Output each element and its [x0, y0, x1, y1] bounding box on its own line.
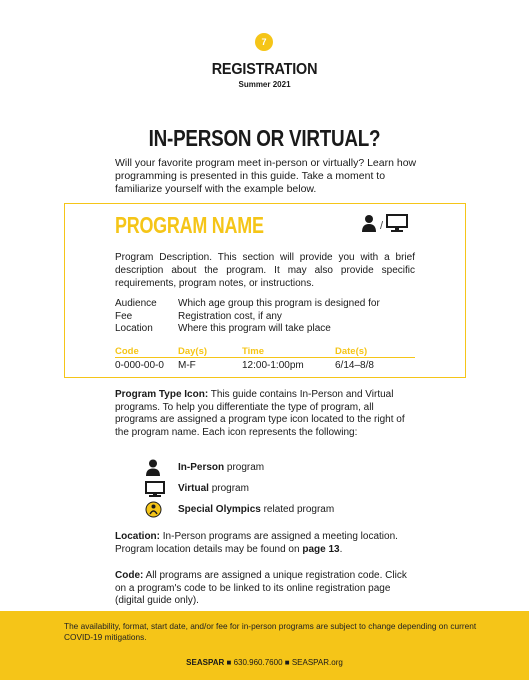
location-paragraph [115, 531, 415, 556]
code-text: All programs are assigned a unique registration code. Click on a program's code to be linked to its online registration page (digital guide only). [115, 570, 407, 606]
legend-item-special-olympics [145, 499, 334, 520]
program-details [115, 298, 380, 336]
page-reference-link[interactable]: page 13 [302, 543, 340, 555]
detail-row [115, 298, 380, 311]
example-program-box [64, 203, 466, 378]
cell-code: 0-000-00-0 [115, 360, 164, 371]
detail-label: Audience [115, 298, 157, 309]
program-type-icons [361, 214, 408, 237]
detail-value: Where this program will take place [178, 323, 331, 334]
page-number-badge: 7 [255, 33, 273, 51]
footer-band [0, 611, 529, 680]
phone-number[interactable]: 630.960.7600 [233, 658, 283, 667]
header-days: Day(s) [178, 346, 208, 357]
code-label: Code: [115, 570, 144, 581]
website-link[interactable]: SEASPAR.org [291, 658, 343, 667]
detail-value: Which age group this program is designed for [178, 298, 380, 309]
person-icon [361, 214, 377, 237]
type-icon-label: Program Type Icon: [115, 389, 209, 400]
intro-paragraph: Will your favorite program meet in-person or virtually? Learn how programming is presented in this guide. Take a moment to familiarize yourself with the example below. [115, 157, 417, 195]
location-text: In-Person programs are assigned a meeting location. Program location details may be found on [115, 531, 398, 555]
header-time: Time [242, 346, 265, 357]
detail-label: Location [115, 323, 153, 334]
detail-label: Fee [115, 310, 133, 322]
legend-rest: related program [260, 504, 335, 515]
icon-separator: / [380, 219, 384, 232]
legend-bold: In-Person [178, 462, 225, 473]
separator-icon: ■ [226, 658, 232, 667]
person-icon [145, 459, 178, 476]
detail-row [115, 323, 380, 336]
program-name: PROGRAM NAME [115, 212, 264, 238]
legend-rest: program [224, 462, 265, 473]
monitor-icon [145, 481, 178, 497]
header-dates: Date(s) [335, 346, 368, 357]
legend-item-in-person [145, 457, 334, 478]
program-description: Program Description. This section will provide you with a brief description about the program. It may also provide specific requirements, program notes, or instructions. [115, 252, 415, 289]
schedule-table-header [115, 346, 415, 358]
season-subtitle: Summer 2021 [238, 80, 291, 89]
header-code: Code [115, 346, 139, 357]
legend-bold: Virtual [178, 483, 209, 494]
section-title: REGISTRATION [211, 61, 318, 78]
schedule-table-row [115, 360, 415, 372]
detail-value: Registration cost, if any [178, 310, 282, 322]
location-label: Location: [115, 531, 160, 542]
code-paragraph [115, 570, 415, 608]
monitor-icon [386, 214, 408, 237]
brand-name: SEASPAR [186, 658, 225, 667]
covid-disclaimer: The availability, format, start date, and/or fee for in-person programs are subject to change depending on current COVID-19 mitigations. [64, 621, 477, 642]
type-icon-text: This guide contains In-Person and Virtual programs. To help you differentiate the type of program, all programs are assigned a program type icon located to the right of the program name. Each icon represents the following: [115, 389, 405, 438]
separator-icon: ■ [284, 658, 290, 667]
legend-item-virtual [145, 478, 334, 499]
cell-time: 12:00-1:00pm [242, 360, 304, 371]
page-heading: IN-PERSON OR VIRTUAL? [148, 125, 381, 151]
legend-rest: program [208, 483, 249, 494]
cell-dates: 6/14–8/8 [335, 360, 374, 371]
type-icon-paragraph [115, 389, 415, 439]
detail-row [115, 311, 380, 324]
icon-legend [145, 457, 334, 520]
cell-days: M-F [178, 360, 196, 371]
location-end: . [339, 543, 343, 555]
contact-line [0, 658, 529, 667]
special-olympics-icon [145, 501, 178, 518]
legend-bold: Special Olympics [178, 504, 261, 515]
